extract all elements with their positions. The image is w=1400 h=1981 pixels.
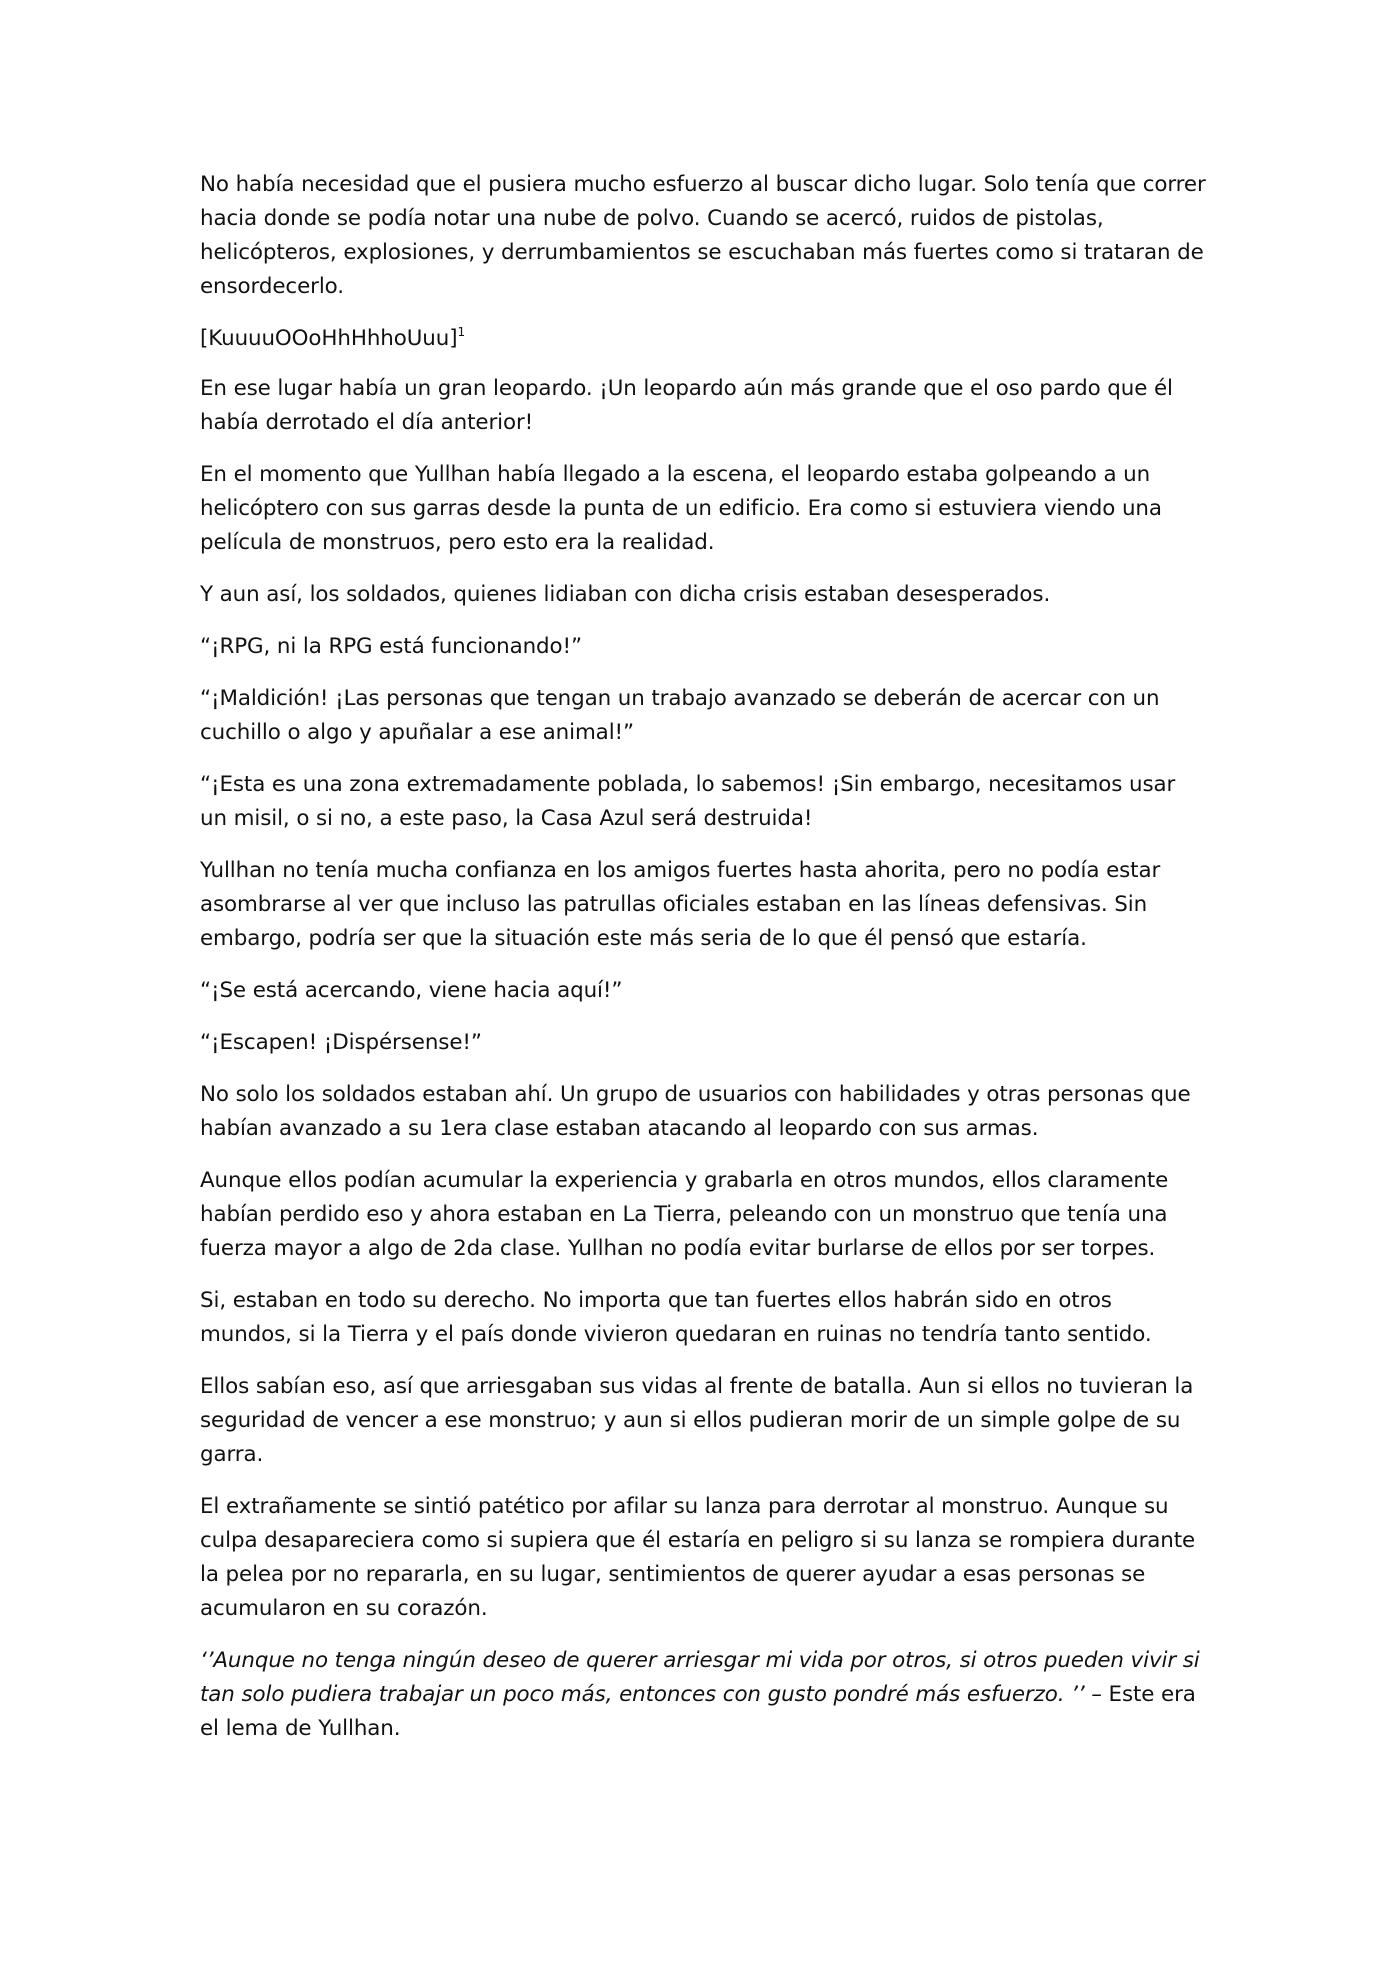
paragraph: No había necesidad que el pusiera mucho esfuerzo al buscar dicho lugar. Solo tenía que correr hacia donde se podía notar una nube de polvo. Cuando se acercó, ruidos de pistolas, helicópteros, explosiones, y derrumbamientos se escuchaban más fuertes como si trataran de ensordecerlo.: [200, 172, 1206, 299]
sound-effect-text: [KuuuuOOoHhHhhoUuu]: [200, 326, 458, 351]
paragraph: Y aun así, los soldados, quienes lidiaban con dicha crisis estaban desesperados.: [200, 582, 1051, 607]
paragraph: El extrañamente se sintió patético por afilar su lanza para derrotar al monstruo. Aunque su culpa desapareciera como si supiera que él estaría en peligro si su lanza se rompiera durante la pelea por no repararla, en su lugar, sentimientos de querer ayudar a esas personas se acumularon en su corazón.: [200, 1494, 1196, 1621]
dialogue-line: “¡Esta es una zona extremadamente poblada, lo sabemos! ¡Sin embargo, necesitamos usar un misil, o si no, a este paso, la Casa Azul será destruida!: [200, 772, 1176, 831]
motto-paragraph: [200, 1644, 1208, 1746]
paragraph: En ese lugar había un gran leopardo. ¡Un leopardo aún más grande que el oso pardo que él había derrotado el día anterior!: [200, 376, 1173, 435]
footnote-mark[interactable]: 1: [457, 325, 465, 339]
document-body: [200, 168, 1208, 1764]
dialogue-line: “¡Escapen! ¡Dispérsense!”: [200, 1030, 482, 1055]
motto-tail: – Este era el lema de Yullhan.: [200, 1682, 1196, 1741]
dialogue-line: “¡Maldición! ¡Las personas que tengan un trabajo avanzado se deberán de acercar con un cuchillo o algo y apuñalar a ese animal!”: [200, 686, 1160, 745]
dialogue-line: “¡RPG, ni la RPG está funcionando!”: [200, 634, 582, 659]
dialogue-line: “¡Se está acercando, viene hacia aquí!”: [200, 978, 623, 1003]
paragraph: Ellos sabían eso, así que arriesgaban sus vidas al frente de batalla. Aun si ellos no tuvieran la seguridad de vencer a ese monstruo; y aun si ellos pudieran morir de un simple golpe de su garra.: [200, 1374, 1194, 1467]
paragraph: Yullhan no tenía mucha confianza en los amigos fuertes hasta ahorita, pero no podía estar asombrarse al ver que incluso las patrullas oficiales estaban en las líneas defensivas. Sin embargo, podría ser que la situación este más seria de lo que él pensó que estaría.: [200, 858, 1161, 951]
paragraph: No solo los soldados estaban ahí. Un grupo de usuarios con habilidades y otras personas que habían avanzado a su 1era clase estaban atacando al leopardo con sus armas.: [200, 1082, 1191, 1141]
sound-effect-line: [200, 322, 1208, 356]
paragraph: Si, estaban en todo su derecho. No importa que tan fuertes ellos habrán sido en otros mundos, si la Tierra y el país donde vivieron quedaran en ruinas no tendría tanto sentido.: [200, 1288, 1152, 1347]
paragraph: En el momento que Yullhan había llegado a la escena, el leopardo estaba golpeando a un helicóptero con sus garras desde la punta de un edificio. Era como si estuviera viendo una película de monstruos, pero esto era la realidad.: [200, 462, 1162, 555]
paragraph: Aunque ellos podían acumular la experiencia y grabarla en otros mundos, ellos claramente habían perdido eso y ahora estaban en La Tierra, peleando con un monstruo que tenía una fuerza mayor a algo de 2da clase. Yullhan no podía evitar burlarse de ellos por ser torpes.: [200, 1168, 1169, 1261]
motto-quote: ‘’Aunque no tenga ningún deseo de querer arriesgar mi vida por otros, si otros pueden vivir si tan solo pudiera trabajar un poco más, entonces con gusto pondré más esfuerzo. ’’: [200, 1648, 1200, 1707]
